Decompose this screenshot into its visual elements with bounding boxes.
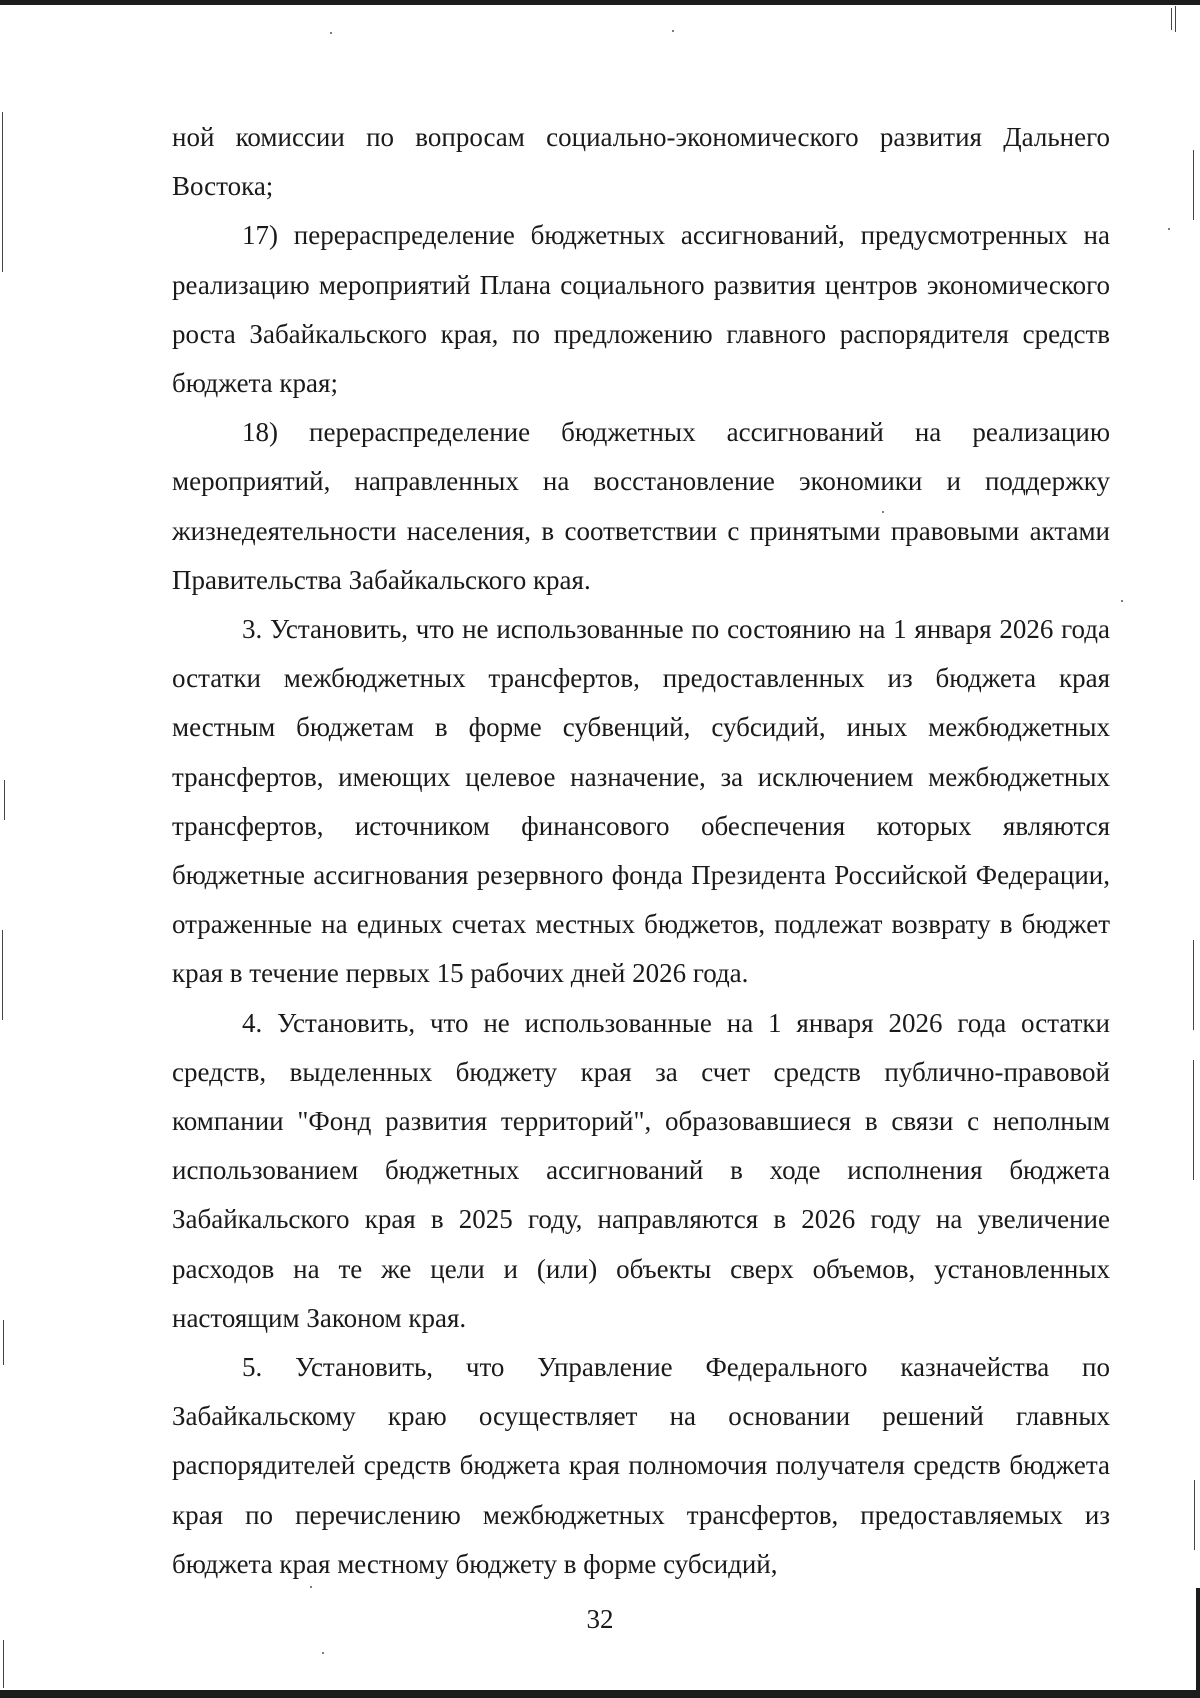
scan-speck (1121, 600, 1123, 602)
scan-artifact (1193, 940, 1194, 1030)
scan-artifact (1193, 150, 1194, 220)
paragraph-section-5: 5. Установить, что Управление Федерального казначейства по Забайкальскому краю осуществляет на основании решений главных распорядителей средств бюджета края полномочия получателя средств бюджета края по перечислению межбюджетных трансфертов, предоставляемых из бюджета края местному бюджету в форме субсидий, (172, 1352, 1110, 1579)
paragraph-item-17: 17) перераспределение бюджетных ассигнований, предусмотренных на реализацию мероприятий Плана социального развития центров экономического роста Забайкальского края, по предложению главного распорядителя средств бюджета края; (172, 220, 1110, 399)
paragraph-section-3: 3. Установить, что не использованные по состоянию на 1 января 2026 года остатки межбюджетных трансфертов, предоставленных из бюджета края местным бюджетам в форме субвенций, субсидий, иных межбюджетных трансфертов, имеющих целевое назначение, за исключением межбюджетных трансфертов, источником финансового обеспечения которых являются бюджетные ассигнования резервного фонда Президента Российской Федерации, отраженные на единых счетах местных бюджетов, подлежат возврату в бюджет края в течение первых 15 рабочих дней 2026 года. (172, 614, 1110, 989)
scan-artifact (3, 1640, 4, 1688)
scan-top-edge (0, 0, 1200, 5)
scan-artifact (3, 1320, 4, 1365)
scan-artifact (2, 112, 3, 272)
scan-artifact (4, 780, 5, 820)
paragraph-item-18: 18) перераспределение бюджетных ассигнований на реализацию мероприятий, направленных на восстановление экономики и поддержку жизнедеятельности населения, в соответствии с принятыми правовыми актами Правительства Забайкальского края. (172, 417, 1110, 595)
scan-artifact (1175, 6, 1176, 32)
scan-speck (322, 1652, 324, 1654)
scan-bottom-edge (0, 1690, 1200, 1698)
page-number: 32 (586, 1604, 614, 1634)
scan-artifact (1194, 1480, 1195, 1550)
paragraph-continuation: ной комиссии по вопросам социально-экономического развития Дальнего Востока; (172, 122, 1110, 202)
scan-speck (1168, 228, 1170, 230)
paragraph-section-4: 4. Установить, что не использованные на 1 января 2026 года остатки средств, выделенных бюджету края за счет средств публично-правовой компании "Фонд развития территорий", образовавшиеся в связи с неполным использованием бюджетных ассигнований в ходе исполнения бюджета Забайкальского края в 2025 году, направляются в 2026 году на увеличение расходов на те же цели и (или) объекты сверх объемов, установленных настоящим Законом края. (172, 1007, 1110, 1333)
scan-artifact (2, 930, 3, 1020)
document-body (172, 113, 1110, 1589)
scan-speck (330, 32, 332, 34)
scan-artifact (1193, 1060, 1194, 1180)
scan-speck (672, 30, 674, 32)
scan-artifact (1171, 8, 1172, 30)
